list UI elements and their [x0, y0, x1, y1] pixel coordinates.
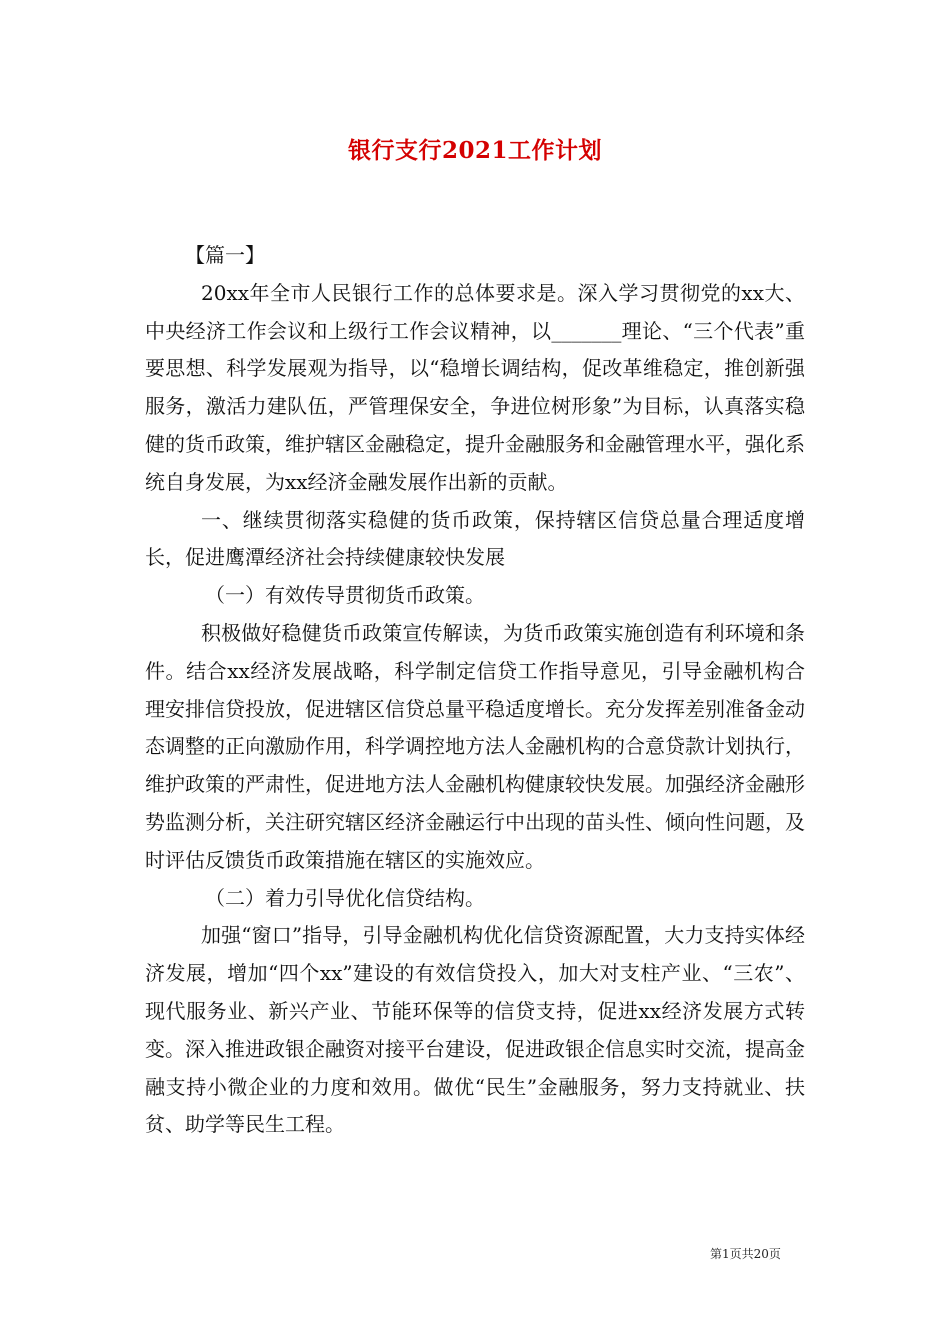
heading-level2-second: （二）着力引导优化信贷结构。 — [205, 885, 485, 910]
paragraph-monetary-policy: 积极做好稳健货币政策宣传解读，为货币政策实施创造有利环境和条件。结合xx经济发展战略，科学制定信贷工作指导意见，引导金融机构合理安排信贷投放，促进辖区信贷总量平稳适度增长。充分发挥差别准备金动态调整的正向激励作用，科学调控地方法人金融机构的合意贷款计划执行，维护政策的严肃性，促进地方法人金融机构健康较快发展。加强经济金融形势监测分析，关注研究辖区经济金融运行中出现的苗头性、倾向性问题，及时评估反馈货币政策措施在辖区的实施效应。 — [145, 620, 805, 872]
document-title: 银行支行2021工作计划 — [347, 137, 602, 164]
paragraph-overview: 20xx年全市人民银行工作的总体要求是。深入学习贯彻党的xx大、中央经济工作会议和上级行工作会议精神，以_______理论、“三个代表”重要思想、科学发展观为指导，以“稳增长调结构，促改革维稳定，推创新强服务，激活力建队伍，严管理保安全，争进位树形象”为目标，认真落实稳健的货币政策，维护辖区金融稳定，提升金融服务和金融管理水平，强化系统自身发展，为xx经济金融发展作出新的贡献。 — [145, 280, 805, 494]
heading-level1: 一、继续贯彻落实稳健的货币政策，保持辖区信贷总量合理适度增长，促进鹰潭经济社会持续健康较快发展 — [145, 507, 805, 570]
paragraph-credit-structure: 加强“窗口”指导，引导金融机构优化信贷资源配置，大力支持实体经济发展，增加“四个xx”建设的有效信贷投入，加大对支柱产业、“三农”、现代服务业、新兴产业、节能环保等的信贷支持，促进xx经济发展方式转变。深入推进政银企融资对接平台建设，促进政银企信息实时交流，提高金融支持小微企业的力度和效用。做优“民生”金融服务，努力支持就业、扶贫、助学等民生工程。 — [145, 923, 805, 1137]
document-body — [145, 237, 805, 1144]
page-number-footer: 第1页共20页 — [710, 1247, 781, 1261]
heading-level2-first: （一）有效传导贯彻货币政策。 — [205, 583, 485, 608]
section-label: 【篇一】 — [185, 243, 265, 267]
